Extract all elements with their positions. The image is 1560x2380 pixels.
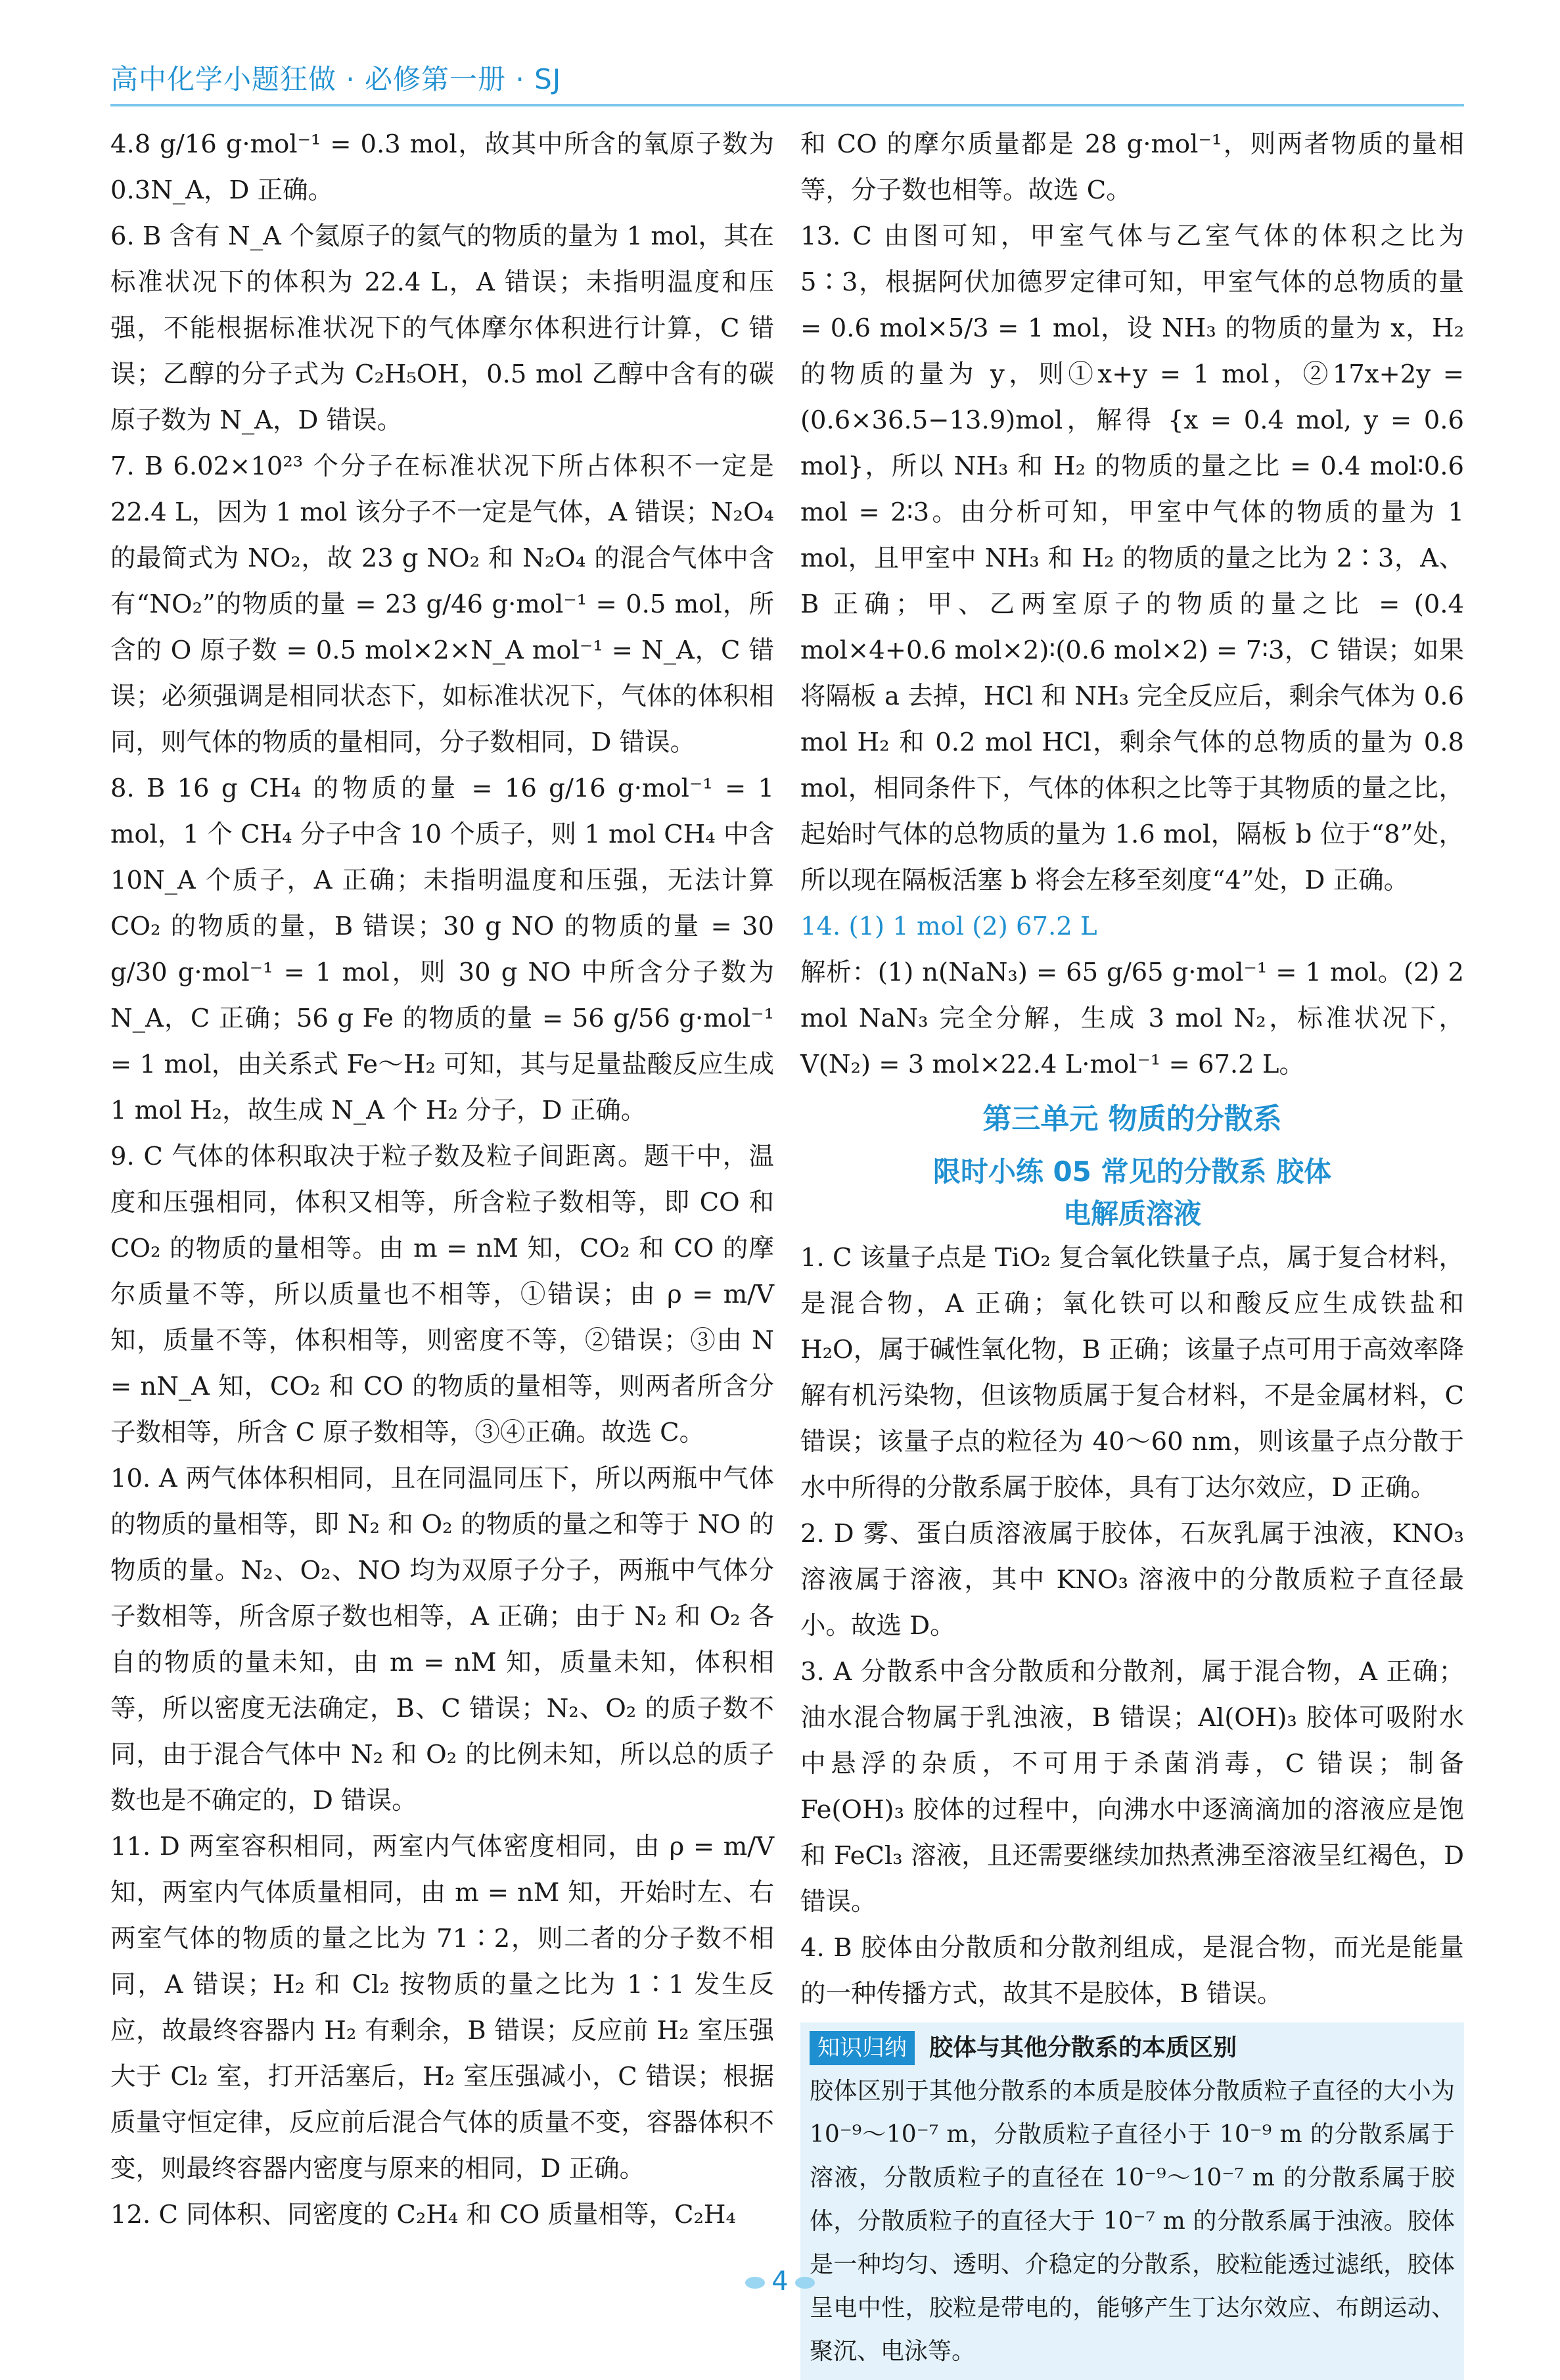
- answer-5-tail: 4.8 g/16 g·mol⁻¹ = 0.3 mol，故其中所含的氧原子数为 0.3N_A，D 正确。: [110, 129, 774, 205]
- right-column: [800, 122, 1464, 2380]
- answer-13: 13. C 由图可知，甲室气体与乙室气体的体积之比为 5∶3，根据阿伏加德罗定律可知，甲室气体的总物质的量 = 0.6 mol×5/3 = 1 mol，设 NH₃ 的物质的量为 x，H₂ 的物质的量为 y，则①x+y = 1 mol，②17x+2y = (0.6×36.5−13.9)mol，解得 {x = 0.4 mol, y = 0.6 mol}，所以 NH₃ 和 H₂ 的物质的量之比 = 0.4 mol∶0.6 mol = 2∶3。由分析可知，甲室中气体的物质的量为 1 mol，且甲室中 NH₃ 和 H₂ 的物质的量之比为 2∶3，A、B 正确；甲、乙两室原子的物质的量之比 = (0.4 mol×4+0.6 mol×2)∶(0.6 mol×2) = 7∶3，C 错误；如果将隔板 a 去掉，HCl 和 NH₃ 完全反应后，剩余气体为 0.6 mol H₂ 和 0.2 mol HCl，剩余气体的总物质的量为 0.8 mol，相同条件下，气体的体积之比等于其物质的量之比，起始时气体的总物质的量为 1.6 mol，隔板 b 位于“8”处，所以现在隔板活塞 b 将会左移至刻度“4”处，D 正确。: [800, 222, 1464, 895]
- page-deco-left-icon: [745, 2277, 765, 2289]
- knowledge-title: 胶体与其他分散系的本质区别: [929, 2034, 1237, 2061]
- page-number: [723, 2266, 837, 2297]
- answer-7: 7. B 6.02×10²³ 个分子在标准状况下所占体积不一定是 22.4 L，因为 1 mol 该分子不一定是气体，A 错误；N₂O₄ 的最简式为 NO₂，故 23 g NO₂ 和 N₂O₄ 的混合气体中含有“NO₂”的物质的量 = 23 g/46 g·mol⁻¹ = 0.5 mol，所含的 O 原子数 = 0.5 mol×2×N_A mol⁻¹ = N_A，C 错误；必须强调是相同状态下，如标准状况下，气体的体积相同，则气体的物质的量相同，分子数相同，D 错误。: [110, 452, 774, 757]
- answer-9: 9. C 气体的体积取决于粒子数及粒子间距离。题干中，温度和压强相同，体积又相等，所含粒子数相等，即 CO 和 CO₂ 的物质的量相等。由 m = nM 知，CO₂ 和 CO 的摩尔质量不等，所以质量也不相等，①错误；由 ρ = m/V 知，质量不等，体积相等，则密度不等，②错误；③由 N = nN_A 知，CO₂ 和 CO 的物质的量相等，则两者所含分子数相等，所含 C 原子数相等，③④正确。故选 C。: [110, 1142, 774, 1447]
- header-rule: [110, 104, 1464, 106]
- answer-11: 11. D 两室容积相同，两室内气体密度相同，由 ρ = m/V 知，两室内气体质量相同，由 m = nM 知，开始时左、右两室气体的物质的量之比为 71∶2，则二者的分子数不相同，A 错误；H₂ 和 Cl₂ 按物质的量之比为 1∶1 发生反应，故最终容器内 H₂ 有剩余，B 错误；反应前 H₂ 室压强大于 Cl₂ 室，打开活塞后，H₂ 室压强减小，C 错误；根据质量守恒定律，反应前后混合气体的质量不变，容器体积不变，则最终容器内密度与原来的相同，D 正确。: [110, 1832, 774, 2183]
- unit-title: 第三单元 物质的分散系: [982, 1102, 1282, 1136]
- answer-14-analysis: 解析：(1) n(NaN₃) = 65 g/65 g·mol⁻¹ = 1 mol。(2) 2 mol NaN₃ 完全分解，生成 3 mol N₂，标准状况下，V(N₂) = 3 mol×22.4 L·mol⁻¹ = 67.2 L。: [800, 958, 1464, 1079]
- answer-6: 6. B 含有 N_A 个氦原子的氦气的物质的量为 1 mol，其在标准状况下的体积为 22.4 L，A 错误；未指明温度和压强，不能根据标准状况下的气体摩尔体积进行计算，C 错误；乙醇的分子式为 C₂H₅OH，0.5 mol 乙醇中含有的碳原子数为 N_A，D 错误。: [110, 222, 774, 435]
- page-number-text: 4: [771, 2266, 789, 2297]
- practice-title-line1: 限时小练 05 常见的分散系 胶体: [932, 1155, 1332, 1188]
- answer-8: 8. B 16 g CH₄ 的物质的量 = 16 g/16 g·mol⁻¹ = 1 mol，1 个 CH₄ 分子中含 10 个质子，则 1 mol CH₄ 中含 10N_A 个质子，A 正确；未指明温度和压强，无法计算 CO₂ 的物质的量，B 错误；30 g NO 的物质的量 = 30 g/30 g·mol⁻¹ = 1 mol，则 30 g NO 中所含分子数为 N_A，C 正确；56 g Fe 的物质的量 = 56 g/56 g·mol⁻¹ = 1 mol，由关系式 Fe～H₂ 可知，其与足量盐酸反应生成 1 mol H₂，故生成 N_A 个 H₂ 分子，D 正确。: [110, 774, 774, 1125]
- knowledge-summary-box: [800, 2022, 1464, 2380]
- knowledge-head: [810, 2026, 1455, 2070]
- answer-12: 12. C 同体积、同密度的 C₂H₄ 和 CO 质量相等，C₂H₄: [110, 2200, 736, 2229]
- answer-s4: 4. B 胶体由分散质和分散剂组成，是混合物，而光是能量的一种传播方式，故其不是胶体，B 错误。: [800, 1933, 1464, 2009]
- left-column: [110, 122, 774, 2238]
- answer-14: 14. (1) 1 mol (2) 67.2 L: [800, 912, 1097, 941]
- knowledge-body: 胶体区别于其他分散系的本质是胶体分散质粒子直径的大小为 10⁻⁹～10⁻⁷ m，分散质粒子直径小于 10⁻⁹ m 的分散系属于溶液，分散质粒子的直径在 10⁻⁹～10⁻⁷ m 的分散系属于胶体，分散质粒子的直径大于 10⁻⁷ m 的分散系属于浊液。胶体是一种均匀、透明、介稳定的分散系，胶粒能透过滤纸，胶体呈电中性，胶粒是带电的，能够产生丁达尔效应、布朗运动、聚沉、电泳等。: [810, 2078, 1455, 2365]
- answer-12-cont: 和 CO 的摩尔质量都是 28 g·mol⁻¹，则两者物质的量相等，分子数也相等。故选 C。: [800, 129, 1464, 205]
- answer-s2: 2. D 雾、蛋白质溶液属于胶体，石灰乳属于浊液，KNO₃ 溶液属于溶液，其中 KNO₃ 溶液中的分散质粒子直径最小。故选 D。: [800, 1519, 1464, 1641]
- page-deco-right-icon: [795, 2277, 815, 2289]
- practice-title-line2: 电解质溶液: [1063, 1198, 1201, 1230]
- knowledge-tag: 知识归纳: [810, 2031, 915, 2065]
- answer-10: 10. A 两气体体积相同，且在同温同压下，所以两瓶中气体的物质的量相等，即 N₂ 和 O₂ 的物质的量之和等于 NO 的物质的量。N₂、O₂、NO 均为双原子分子，两瓶中气体分子数相等，所含原子数也相等，A 正确；由于 N₂ 和 O₂ 各自的物质的量未知，由 m = nM 知，质量未知，体积相等，所以密度无法确定，B、C 错误；N₂、O₂ 的质子数不同，由于混合气体中 N₂ 和 O₂ 的比例未知，所以总的质子数也是不确定的，D 错误。: [110, 1464, 774, 1815]
- running-header: 高中化学小题狂做 · 必修第一册 · SJ: [110, 63, 562, 95]
- answer-s3: 3. A 分散系中含分散质和分散剂，属于混合物，A 正确；油水混合物属于乳浊液，B 错误；Al(OH)₃ 胶体可吸附水中悬浮的杂质，不可用于杀菌消毒，C 错误；制备 Fe(OH)₃ 胶体的过程中，向沸水中逐滴滴加的溶液应是饱和 FeCl₃ 溶液，且还需要继续加热煮沸至溶液呈红褐色，D 错误。: [800, 1657, 1464, 1917]
- answer-s1: 1. C 该量子点是 TiO₂ 复合氧化铁量子点，属于复合材料，是混合物，A 正确；氧化铁可以和酸反应生成铁盐和 H₂O，属于碱性氧化物，B 正确；该量子点可用于高效率降解有机污染物，但该物质属于复合材料，不是金属材料，C 错误；该量子点的粒径为 40～60 nm，则该量子点分散于水中所得的分散系属于胶体，具有丁达尔效应，D 正确。: [800, 1243, 1464, 1503]
